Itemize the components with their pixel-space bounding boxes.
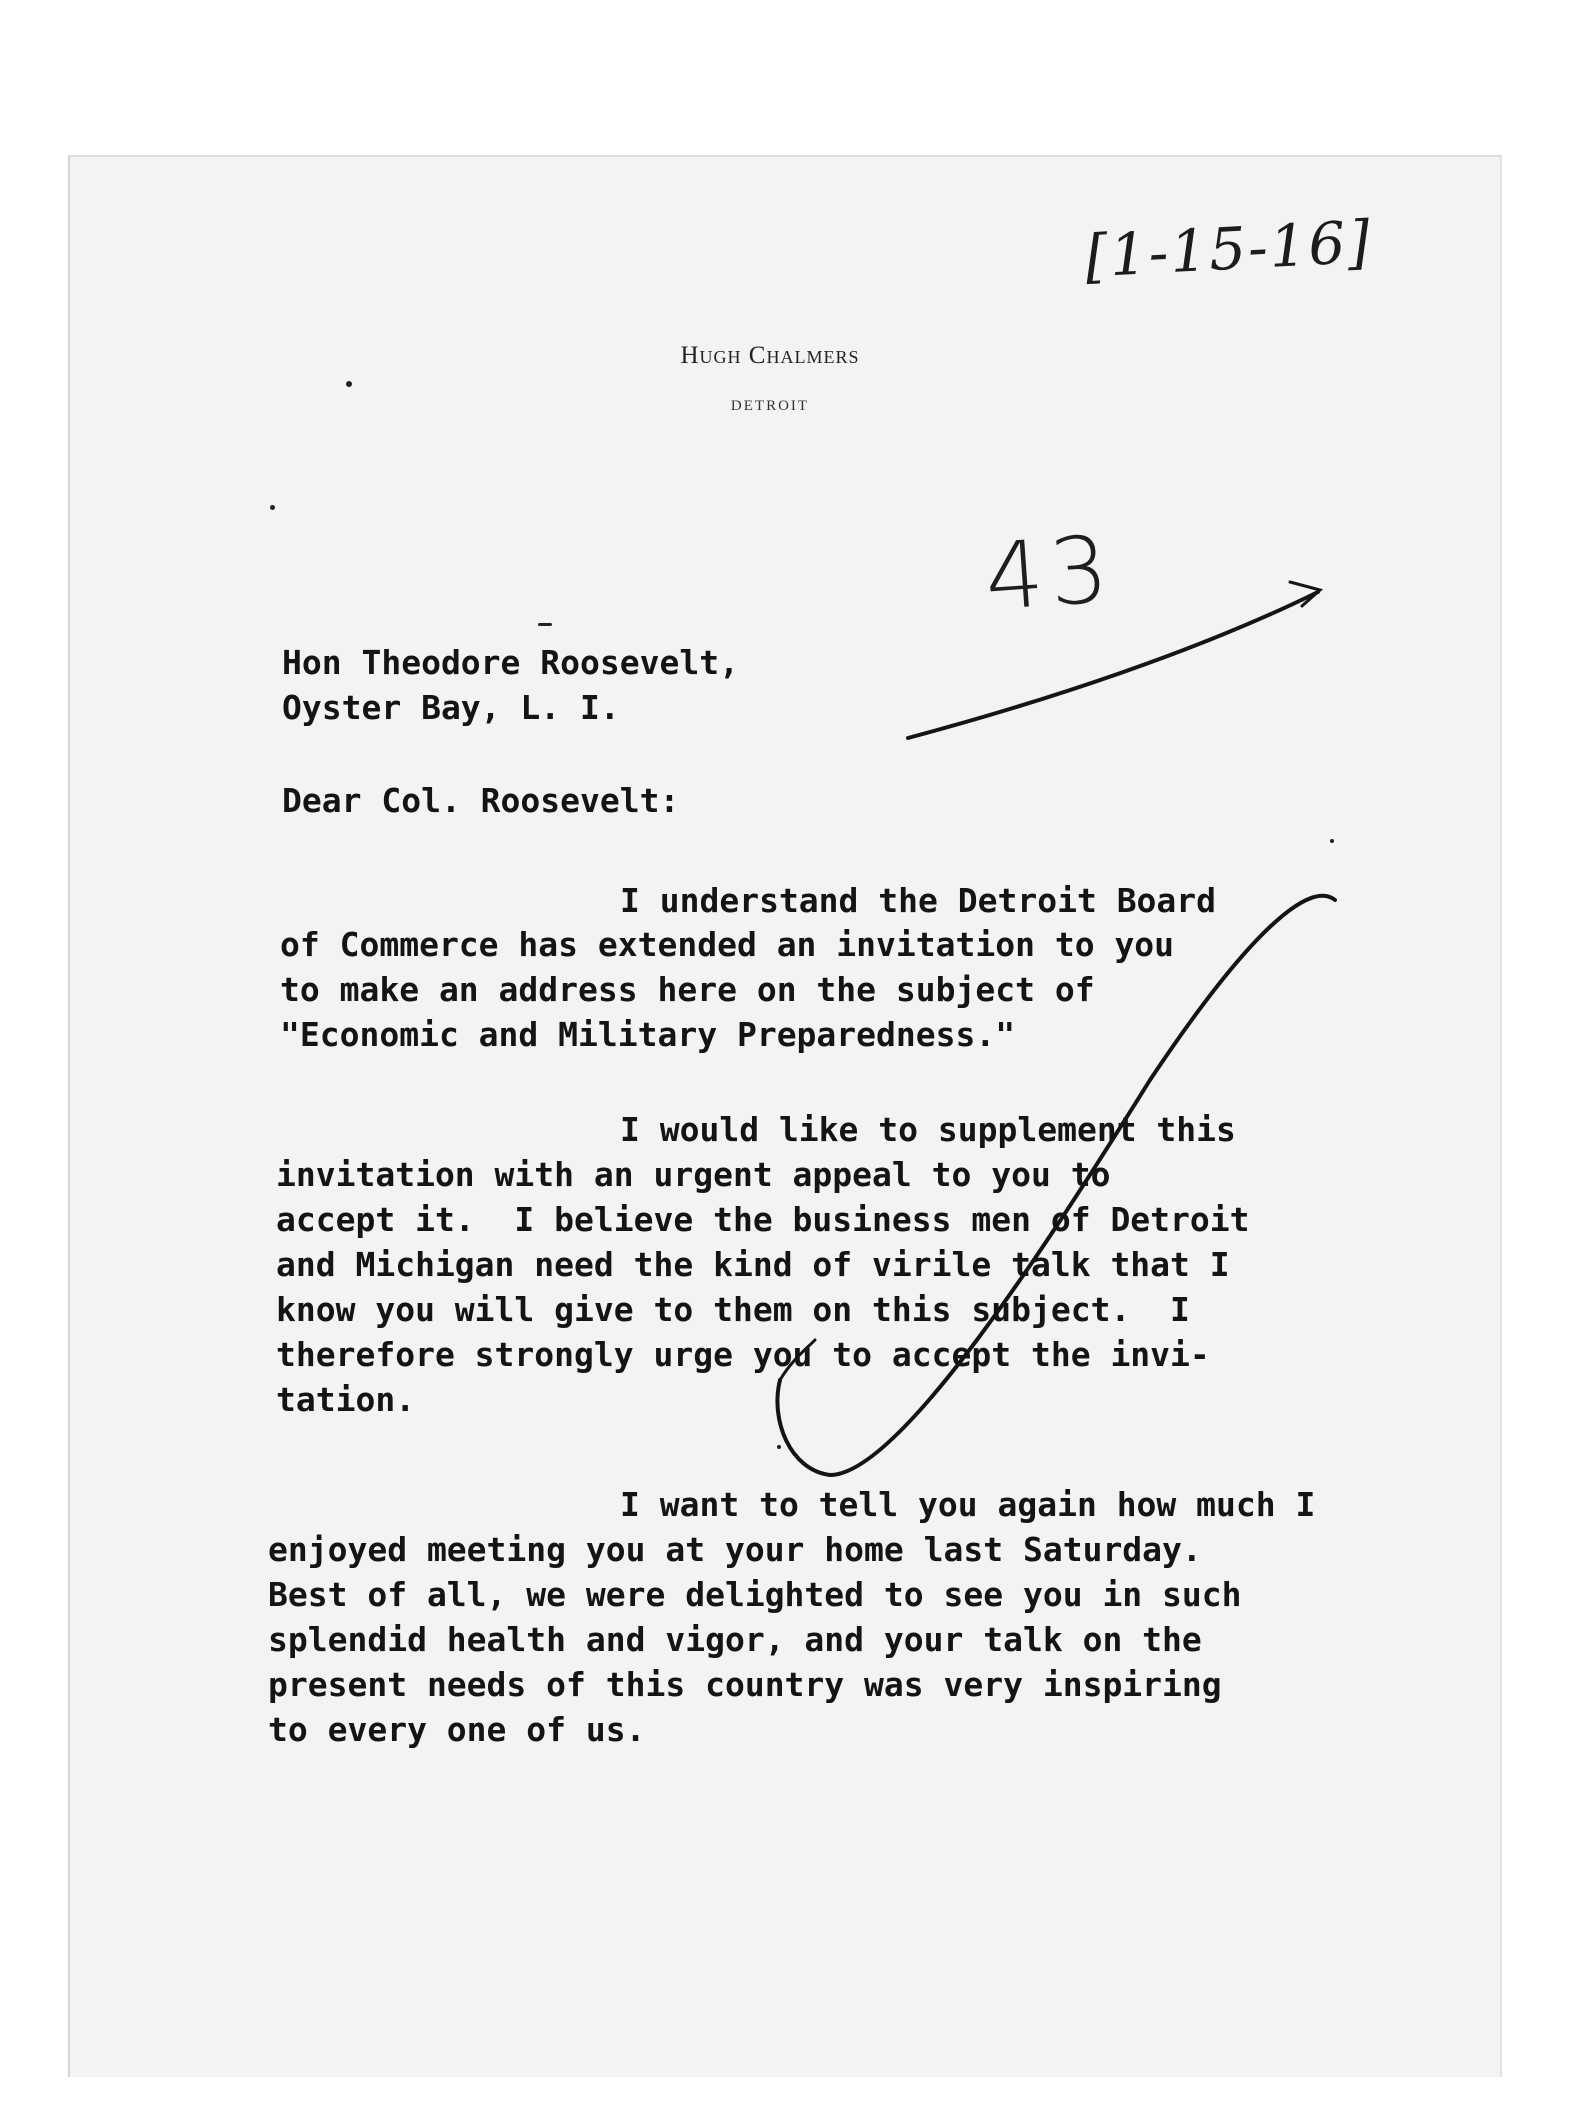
paper-speck (1330, 839, 1334, 843)
body-line: I understand the Detroit Board (620, 881, 1217, 920)
recipient-address: Oyster Bay, L. I. (282, 688, 620, 727)
letterhead-city: DETROIT (730, 398, 810, 414)
body-line: accept it. I believe the business men of Detroit (276, 1200, 1250, 1239)
body-line: and Michigan need the kind of virile talk that I (276, 1245, 1230, 1284)
body-line: I would like to supplement this (620, 1110, 1236, 1149)
paper-speck (538, 623, 552, 626)
body-line: to every one of us. (268, 1710, 646, 1749)
body-line: know you will give to them on this subject. I (276, 1290, 1190, 1329)
letterhead-name: Hugh Chalmers (680, 342, 860, 369)
body-line: invitation with an urgent appeal to you to (276, 1155, 1111, 1194)
body-line: present needs of this country was very inspiring (268, 1665, 1222, 1704)
paper-speck (777, 1445, 781, 1449)
body-line: enjoyed meeting you at your home last Saturday. (268, 1530, 1202, 1569)
body-line: tation. (276, 1380, 416, 1419)
body-line: of Commerce has extended an invitation to you (280, 925, 1175, 964)
body-line: I want to tell you again how much I (620, 1485, 1316, 1524)
paper-speck (270, 505, 275, 510)
handwritten-page-number: 43 (981, 515, 1118, 632)
handwritten-date: [1-15-16] (1083, 207, 1374, 291)
paper-speck (346, 381, 352, 387)
body-line: therefore strongly urge you to accept the invi- (276, 1335, 1210, 1374)
body-line: Best of all, we were delighted to see you in such (268, 1575, 1242, 1614)
underline-stroke (908, 592, 1318, 738)
body-line: splendid health and vigor, and your talk on the (268, 1620, 1202, 1659)
recipient-name: Hon Theodore Roosevelt, (282, 643, 739, 682)
salutation: Dear Col. Roosevelt: (282, 781, 680, 820)
body-line: to make an address here on the subject of (280, 970, 1095, 1009)
body-line: "Economic and Military Preparedness." (280, 1015, 1016, 1054)
